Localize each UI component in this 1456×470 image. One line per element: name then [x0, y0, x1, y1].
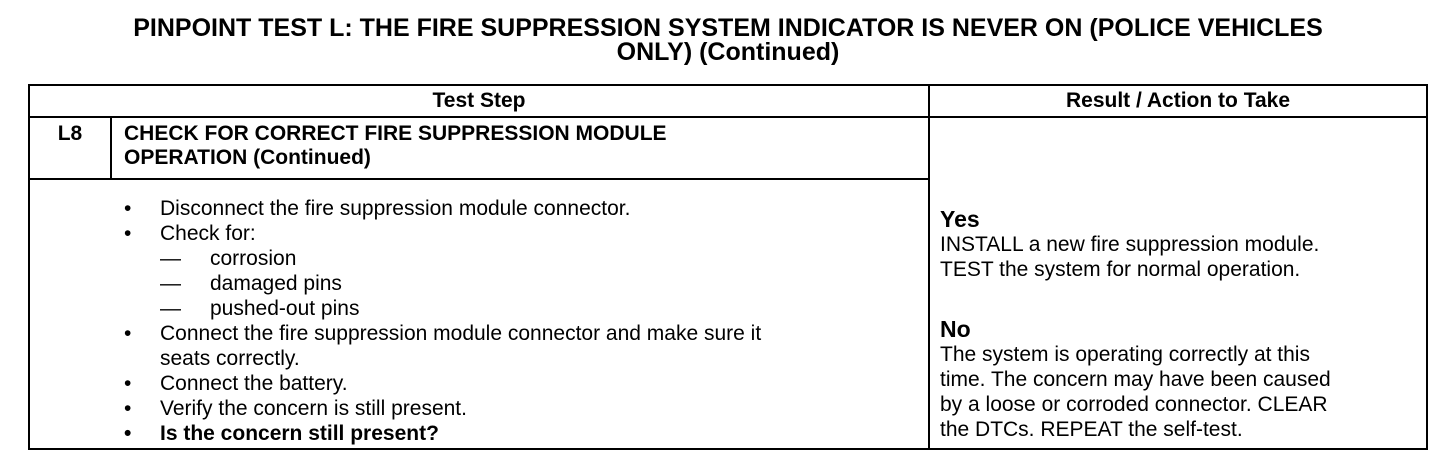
result-yes: [940, 206, 1425, 282]
sub-list-item: [120, 246, 910, 271]
instruction-question: Is the concern still present?: [160, 422, 439, 445]
sub-list-item: [120, 271, 910, 296]
dash-icon: —: [160, 247, 181, 270]
result-no: [940, 316, 1425, 442]
sub-item-text: corrosion: [210, 247, 297, 270]
dash-icon: —: [160, 272, 181, 295]
bullet-icon: •: [124, 397, 132, 420]
header-divider: [30, 116, 1426, 118]
result-no-line-1: The system is operating correctly at this: [940, 343, 1310, 366]
instruction-text: Disconnect the fire suppression module connector.: [160, 197, 631, 220]
list-item: [120, 396, 910, 421]
result-no-line-2: time. The concern may have been caused: [940, 368, 1331, 391]
bullet-icon: •: [124, 322, 132, 345]
result-no-label: No: [940, 316, 971, 342]
step-id: L8: [57, 122, 83, 145]
sub-list-item: [120, 296, 910, 321]
instruction-text: Connect the battery.: [160, 372, 348, 395]
bullet-icon: •: [124, 422, 132, 445]
column-divider: [928, 86, 930, 448]
list-item: [120, 421, 910, 446]
sub-item-text: damaged pins: [210, 272, 342, 295]
header-test-step: Test Step: [432, 89, 526, 112]
instruction-text-line-2: seats correctly.: [160, 347, 300, 370]
header-result-action: Result / Action to Take: [1065, 89, 1291, 112]
result-actions: [940, 206, 1425, 442]
dash-icon: —: [160, 297, 181, 320]
result-yes-line-1: INSTALL a new fire suppression module.: [940, 233, 1320, 256]
step-title-divider: [30, 178, 928, 180]
instruction-text: Check for:: [160, 222, 256, 245]
result-yes-label: Yes: [940, 206, 980, 232]
bullet-icon: •: [124, 197, 132, 220]
pinpoint-test-table: [28, 84, 1428, 450]
step-title-line-1: CHECK FOR CORRECT FIRE SUPPRESSION MODULE: [124, 122, 667, 145]
instruction-text-line-1: Connect the fire suppression module connector and make sure it: [160, 322, 762, 345]
list-item: [120, 221, 910, 246]
title-line-2: ONLY) (Continued): [616, 38, 840, 66]
list-item: [120, 371, 910, 396]
list-item: [120, 196, 910, 221]
step-title-line-2: OPERATION (Continued): [124, 146, 371, 169]
list-item: [120, 321, 910, 371]
bullet-icon: •: [124, 372, 132, 395]
result-yes-line-2: TEST the system for normal operation.: [940, 258, 1301, 281]
step-title: [124, 122, 904, 170]
sub-item-text: pushed-out pins: [210, 297, 360, 320]
title-line-1: PINPOINT TEST L: THE FIRE SUPPRESSION SYSTEM INDICATOR IS NEVER ON (POLICE VEHICLES: [133, 14, 1323, 42]
instruction-list: [120, 196, 910, 446]
result-no-line-4: the DTCs. REPEAT the self-test.: [940, 418, 1243, 441]
page-title: [0, 16, 1456, 64]
bullet-icon: •: [124, 222, 132, 245]
result-no-line-3: by a loose or corroded connector. CLEAR: [940, 393, 1328, 416]
step-id-divider: [110, 116, 112, 180]
instruction-text: Verify the concern is still present.: [160, 397, 467, 420]
